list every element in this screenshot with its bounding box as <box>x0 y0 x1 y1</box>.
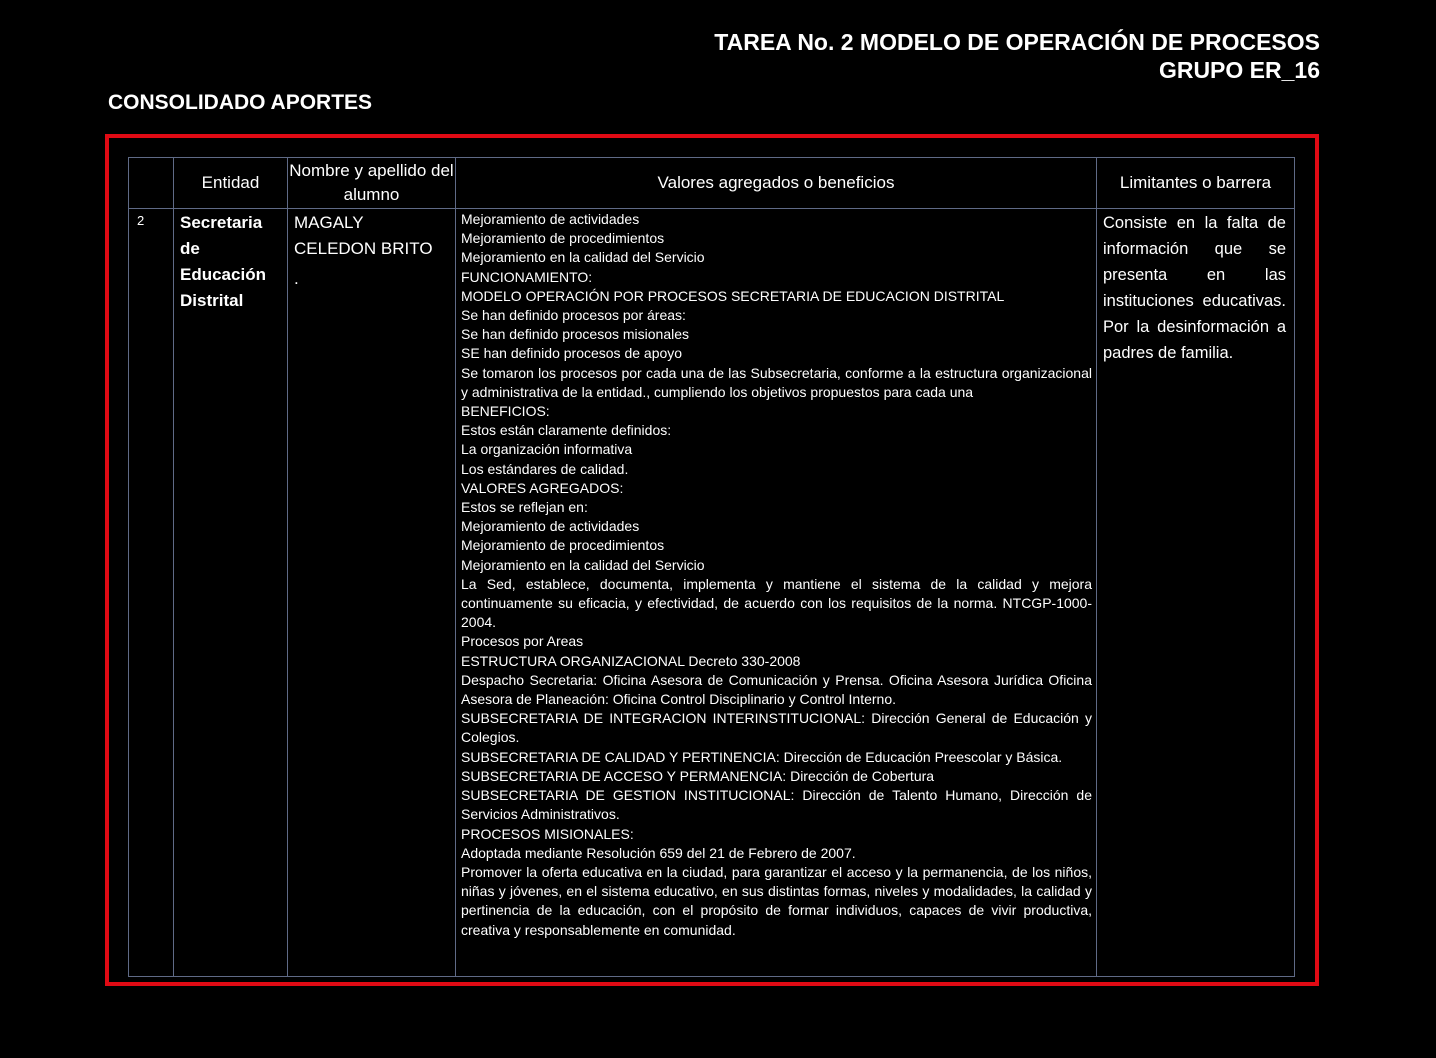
values-line: Mejoramiento de actividades <box>461 211 640 227</box>
table-header-row <box>129 158 1295 209</box>
row-limitations: Consiste en la falta de información que se presenta en las instituciones educativas. Por la desinformación a padres de familia. <box>1097 209 1295 977</box>
values-line: BENEFICIOS: <box>461 403 550 420</box>
values-line: La organización informativa <box>461 441 633 458</box>
values-list <box>461 210 1092 940</box>
values-line: Mejoramiento en la calidad del Servicio <box>461 556 705 573</box>
row-entity: Secretaria de Educación Distrital <box>174 209 288 977</box>
values-line: Adoptada mediante Resolución 659 del 21 de Febrero de 2007. <box>461 844 856 861</box>
values-line: Se han definido procesos por áreas: <box>461 307 686 324</box>
values-line: Mejoramiento de procedimientos <box>461 230 665 247</box>
row-student <box>288 209 456 977</box>
header-number <box>129 158 174 209</box>
values-line: Procesos por Areas <box>461 633 584 650</box>
row-number: 2 <box>129 209 174 977</box>
values-line: Promover la oferta educativa en la ciudad, para garantizar el acceso y la permanencia, de los niños, niñas y jóvenes, en el sistema educativo, en sus distintas formas, niveles y modalidades, la calidad y pertinencia de la educación, con el propósito de formar individuos, capaces de vivir productiva, creativa y responsablemente en comunidad. <box>461 863 1092 938</box>
values-line: Mejoramiento de actividades <box>461 518 640 535</box>
values-line: Se tomaron los procesos por cada una de las Subsecretaria, conforme a la estructura organizacional y administrativa de la entidad., cumpliendo los objetivos propuestos para cada una <box>461 364 1092 400</box>
values-line: La Sed, establece, documenta, implementa y mantiene el sistema de la calidad y mejora continuamente su eficacia, y efectividad, de acuerdo con los requisitos de la norma. NTCGP-1000-2004. <box>461 575 1092 631</box>
values-line: Estos se reflejan en: <box>461 499 588 516</box>
values-line: Se han definido procesos misionales <box>461 326 690 343</box>
page-subtitle: CONSOLIDADO APORTES <box>108 91 373 114</box>
student-mark: . <box>294 269 299 288</box>
values-line: SUBSECRETARIA DE ACCESO Y PERMANENCIA: Dirección de Cobertura <box>461 767 935 784</box>
values-line: FUNCIONAMIENTO: <box>461 268 593 285</box>
values-line: MODELO OPERACIÓN POR PROCESOS SECRETARIA DE EDUCACION DISTRITAL <box>461 287 1005 304</box>
values-line: Mejoramiento en la calidad del Servicio <box>461 249 705 266</box>
values-line: VALORES AGREGADOS: <box>461 479 624 496</box>
header-student: Nombre y apellido del alumno <box>288 158 456 209</box>
values-line: ESTRUCTURA ORGANIZACIONAL Decreto 330-2008 <box>461 652 801 669</box>
values-line: Despacho Secretaria: Oficina Asesora de Comunicación y Prensa. Oficina Asesora Jurídica Oficina Asesora de Planeación: Oficina Control Disciplinario y Control Interno. <box>461 671 1092 708</box>
header-entity: Entidad <box>174 158 288 209</box>
header-values: Valores agregados o beneficios <box>456 158 1097 209</box>
title-line-1: TAREA No. 2 MODELO DE OPERACIÓN DE PROCESOS <box>714 29 1320 55</box>
values-line: Los estándares de calidad. <box>461 460 629 477</box>
title-line-2: GRUPO ER_16 <box>1158 57 1320 83</box>
values-line: PROCESOS MISIONALES: <box>461 825 634 842</box>
values-line: Mejoramiento de procedimientos <box>461 537 665 554</box>
contributions-table <box>128 157 1295 977</box>
student-name: MAGALY CELEDON BRITO <box>294 213 433 258</box>
values-line: Estos están claramente definidos: <box>461 422 672 439</box>
row-values <box>456 209 1097 977</box>
page-title <box>714 28 1320 84</box>
values-line: SUBSECRETARIA DE INTEGRACION INTERINSTITUCIONAL: Dirección General de Educación y Colegios. <box>461 710 1092 746</box>
header-limitations: Limitantes o barrera <box>1097 158 1295 209</box>
values-line: SE han definido procesos de apoyo <box>461 345 683 362</box>
values-line: SUBSECRETARIA DE CALIDAD Y PERTINENCIA: Dirección de Educación Preescolar y Básica. <box>461 748 1063 765</box>
table-row <box>129 209 1295 977</box>
values-line: SUBSECRETARIA DE GESTION INSTITUCIONAL: Dirección de Talento Humano, Dirección de Servicios Administrativos. <box>461 787 1092 823</box>
